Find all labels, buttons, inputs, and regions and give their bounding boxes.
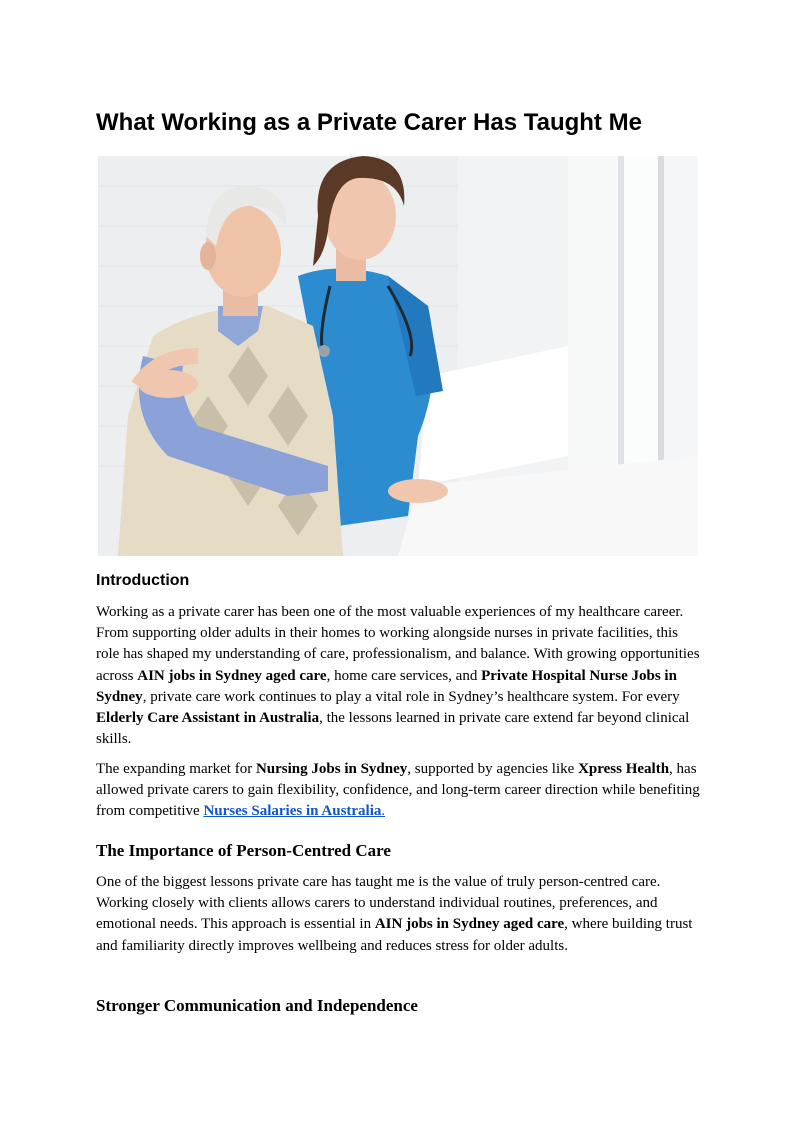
market-text-1: The expanding market for [96,761,256,777]
intro-text-1: Working as a private carer has been one of the most valuable experiences of my healthcare career. From supporting older adults in their homes to working alongside nurses in private facilities, this role has shaped my understanding of care, professionalism, and balance. With growing opportunities across [96,604,700,684]
carer-photo-illustration [98,156,698,556]
person-centred-paragraph [96,872,700,957]
keyword-ain-jobs: AIN jobs in Sydney aged care [137,667,327,684]
intro-paragraph [96,602,700,750]
nurses-salaries-link-text[interactable]: Nurses Salaries in Australia [203,803,382,820]
market-paragraph [96,759,700,823]
market-text-3: , has allowed private carers to gain flexibility, confidence, and long-term career direction while benefiting from competitive [96,761,700,820]
link-period: . [381,803,386,820]
keyword-xpress-health: Xpress Health [578,761,670,777]
section-heading-communication: Stronger Communication and Independence [96,996,418,1015]
page-title: What Working as a Private Carer Has Taught Me [96,109,642,136]
intro-text-4: , the lessons learned in private care extend far beyond clinical skills. [96,710,690,748]
keyword-ain-jobs-2: AIN jobs in Sydney aged care [374,916,565,933]
nurses-salaries-link[interactable] [203,803,385,819]
market-text-2: , supported by agencies like [407,761,579,777]
pc-text-2: , where building trust and familiarity directly improves wellbeing and reduces stress for older adults. [96,916,693,954]
pc-text-1: One of the biggest lessons private care has taught me is the value of truly person-centred care. Working closely with clients allows carers to understand individual routines, preferences, and emotional needs. This approach is essential in [96,874,661,933]
keyword-elderly-care: Elderly Care Assistant in Australia [96,710,320,727]
section-heading-person-centred: The Importance of Person-Centred Care [96,841,391,860]
intro-text-3: , private care work continues to play a vital role in Sydney’s healthcare system. For every [142,688,680,705]
keyword-nursing-jobs: Nursing Jobs in Sydney [255,761,408,777]
keyword-private-hospital: Private Hospital Nurse Jobs in Sydney [96,667,677,705]
intro-text-2: , home care services, and [326,667,482,684]
section-heading-introduction: Introduction [96,572,190,589]
hero-image [98,156,698,556]
